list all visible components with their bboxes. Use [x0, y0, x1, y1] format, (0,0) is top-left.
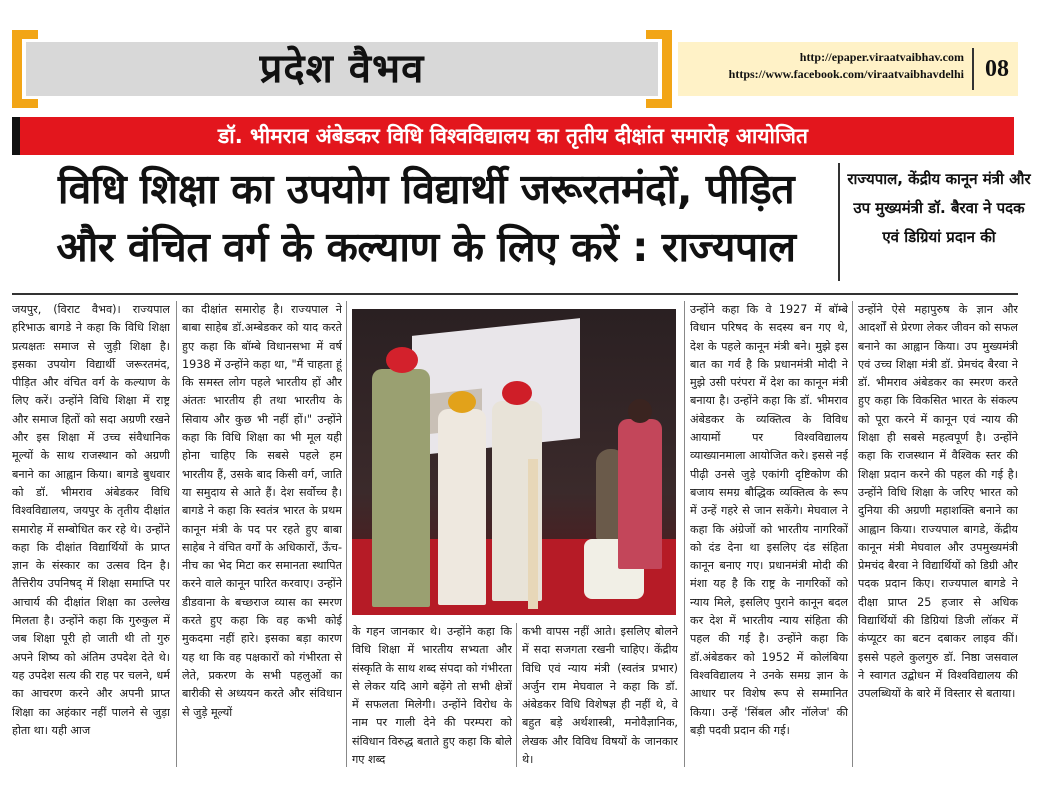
dignitary-figure: [372, 369, 430, 607]
article-column-2: [182, 301, 342, 767]
dignitary-figure: [618, 419, 662, 569]
masthead-title-block: [12, 30, 672, 108]
ceremonial-lamp: [528, 459, 538, 609]
page-number: 08: [985, 56, 1009, 82]
masthead: [12, 30, 1018, 108]
column-divider: [516, 623, 517, 767]
headline-line-1: विधि शिक्षा का उपयोग विद्यार्थी जरूरतमंदों, पीड़ित: [57, 165, 795, 213]
column-5-text: उन्होंने कहा कि वे 1927 में बॉम्बे विधान परिषद के सदस्य बन गए थे, देश के पहले कानून मंत्री बने। मुझे इस बात का गर्व है कि प्रधानमंत्री मोदी ने मुझे उसी परंपरा में देश का कानून मंत्री बनाया है। उन्होंने कहा कि डॉ. भीमराव अंबेडकर के व्यक्तित्व के विविध आयामों पर विश्वविद्यालय व्याख्यानमाला आयोजित करे। इससे नई पीढ़ी उनसे जुड़े एकांगी दृष्टिकोण की बजाय समग्र बौद्धिक व्यक्तित्व के रूप में उन्हें गहरे से जान सकेंगे। मेघवाल ने कहा कि अंग्रेजों को भारतीय नागरिकों को दंड देना था इसलिए दंड संहिता कानून बनाए गए। प्रधानमंत्री मोदी की मंशा यह है कि राष्ट्र के नागरिकों को न्याय मिले, इसलिए पुराने कानून बदल कर देश में भारतीय न्याय संहिता की पहल की गई है। उन्होंने कहा कि डॉ.अंबेडकर को 1952 में कोलंबिया विश्वविद्यालय ने उनके समग्र ज्ञान के आधार पर विशेष रूप से सम्मानित किया। उन्हें 'सिंबल और नॉलेज' की बड़ी पदवी प्रदान की गई।: [690, 303, 848, 737]
kicker-text: डॉ. भीमराव अंबेडकर विधि विश्वविद्यालय का तृतीय दीक्षांत समारोह आयोजित: [218, 124, 808, 148]
column-2-text: का दीक्षांत समारोह है। राज्यपाल ने बाबा साहेब डॉ.अम्बेडकर को याद करते हुए कहा कि बॉम्बे विधानसभा में वर्ष 1938 में उन्होंने कहा था, "मैं चाहता हूं कि समस्त लोग पहले भारतीय हों और अंततः भारतीय ही तथा भारतीय के सिवाय और कुछ भी नहीं हों।" उन्होंने कहा कि विधि शिक्षा का भी मूल यही होना चाहिए कि सबसे पहले हम भारतीय हैं, उसके बाद किसी वर्ग, जाति या समुदाय से आते हैं। देश सर्वोच्च है। बागडे ने कहा कि स्वतंत्र भारत के प्रथम कानून मंत्री के पद पर रहते हुए बाबा साहेब ने वंचित वर्गों के अधिकारों, ऊँच-नीच का भेद मिटा कर समानता स्थापित करने वाले कानून पारित करवाए। उन्होंने डीडवाना के बच्छराज व्यास का स्मरण करते हुए कहा कि वह कभी कोई मुकदमा नहीं हारे। इसका बड़ा कारण यह था कि वह पक्षकारों को गंभीरता से लेते, प्रकरण के सभी पहलुओं का बारीकी से अध्ययन करते और संविधान से जुड़े मूल्यों: [182, 303, 342, 719]
page-number-divider: [972, 48, 974, 90]
column-divider: [684, 301, 685, 767]
kicker-ribbon: [12, 117, 1014, 155]
facebook-url[interactable]: https://www.facebook.com/viraatvaibhavdelhi: [728, 67, 964, 81]
headline-divider: [838, 163, 840, 281]
masthead-info-block: [678, 42, 1018, 96]
headline-line-2: और वंचित वर्ग के कल्याण के लिए करें : राज्यपाल: [56, 223, 796, 271]
column-divider: [852, 301, 853, 767]
column-4-text: कभी वापस नहीं आते। इसलिए बोलने में सदा सजगता रखनी चाहिए। केंद्रीय विधि एवं न्याय मंत्री (स्वतंत्र प्रभार) अर्जुन राम मेघवाल ने कहा कि डॉ. अंबेडकर विधि विशेषज्ञ ही नहीं थे, वे बहुत बड़े अर्थशास्त्री, मनोवैज्ञानिक, लेखक और विविध विषयों के जानकार थे।: [522, 625, 678, 767]
article-column-5: [690, 301, 848, 767]
headline-rule: [12, 293, 1018, 295]
paper-title: प्रदेश वैभव: [259, 46, 425, 92]
column-1-text: जयपुर, (विराट वैभव)। राज्यपाल हरिभाऊ बागडे ने कहा कि विधि शिक्षा प्रत्यक्षतः समाज से जुड़ी शिक्षा है। इसका उपयोग विद्यार्थी जरूरतमंद, पीड़ित और वंचित वर्ग के कल्याण के लिए करें। उन्होंने विधि शिक्षा में राष्ट्र और समाज हितों को सदा अग्रणी रखने और इस शिक्षा में उच्च संवैधानिक मूल्यों के साथ राजस्थान को अग्रणी बनाने का आह्वान किया। बागडे बुधवार को डॉ. भीमराव अंबेडकर विधि विश्वविद्यालय, जयपुर के तृतीय दीक्षांत समारोह में सम्बोधित कर रहे थे। उन्होंने कहा कि दीक्षांत विद्यार्थियों के प्राप्त ज्ञान के संस्कार का उत्सव दिन है। तैत्तिरीय उपनिषद् में शिक्षा समाप्ति पर आचार्य की दीक्षांत शिक्षा का उल्लेख मिलता है। उन्होंने कहा कि गुरुकुल में जब शिक्षा पूरी हो जाती थी तो गुरु अपने शिष्य को अंतिम उपदेश देते थे। यह उपदेश सत्य की राह पर चलने, धर्म का आचरण करने और अपनी प्राप्त शिक्षा का अहंकार नहीं पालने से जुड़ा होता था। यही आज: [12, 303, 170, 737]
epaper-url[interactable]: http://epaper.viraatvaibhav.com: [799, 50, 964, 64]
column-6-text: उन्होंने ऐसे महापुरुष के ज्ञान और आदर्शों से प्रेरणा लेकर जीवन को सफल बनाने का आह्वान किया। उप मुख्यमंत्री एवं उच्च शिक्षा मंत्री डॉ. प्रेमचंद बैरवा ने डॉ. भीमराव अंबेडकर का स्मरण करते हुए कहा कि विकसित भारत के संकल्प को पूरा करने में कानून एवं न्याय की शिक्षा ही सबसे महत्वपूर्ण है। उन्होंने कहा कि राजस्थान में वैश्विक स्तर की शिक्षा प्रदान करने की पहल की गई है। उन्होंने विधि शिक्षा के जरिए भारत को दुनिया की अग्रणी महाशक्ति बनाने का आह्वान किया। राज्यपाल बागडे, केंद्रीय कानून मंत्री मेघवाल और उपमुख्यमंत्री प्रेमचंद बैरवा ने विद्यार्थियों को डिग्री और पदक प्रदान किए। राज्यपाल बागडे ने दीक्षा प्राप्त 25 हजार से अधिक विद्यार्थियों की डिग्रियां डिजी लॉकर में कंप्यूटर का बटन दबाकर लाइव कीं। इससे पहले कुलगुरु डॉ. निष्ठा जसवाल ने स्वागत उद्बोधन में विश्वविद्यालय की उपलब्धियों के बारे में विस्तार से बताया।: [858, 303, 1018, 701]
main-headline: [16, 160, 836, 276]
article-column-1: [12, 301, 170, 767]
article-column-4: [522, 623, 678, 767]
column-divider: [346, 301, 347, 767]
article-column-6: [858, 301, 1018, 767]
sub-headline: राज्यपाल, केंद्रीय कानून मंत्री और उप मुख्यमंत्री डॉ. बैरवा ने पदक एवं डिग्रियां प्रदान की: [847, 170, 1031, 246]
masthead-urls: [684, 49, 964, 83]
column-3-text: के गहन जानकार थे। उन्होंने कहा कि विधि शिक्षा में भारतीय सभ्यता और संस्कृति के साथ शब्द संपदा को गंभीरता से लेकर यदि आगे बढ़ेंगे तो सभी क्षेत्रों में सफलता मिलेगी। उन्होंने विरोध के नाम पर गाली देने की परम्परा को संविधान विरुद्ध बताते हुए कहा कि बोले गए शब्द: [352, 625, 512, 767]
dignitary-figure: [438, 409, 486, 605]
column-divider: [176, 301, 177, 767]
event-photo: [352, 309, 676, 615]
article-column-3: [352, 623, 512, 767]
